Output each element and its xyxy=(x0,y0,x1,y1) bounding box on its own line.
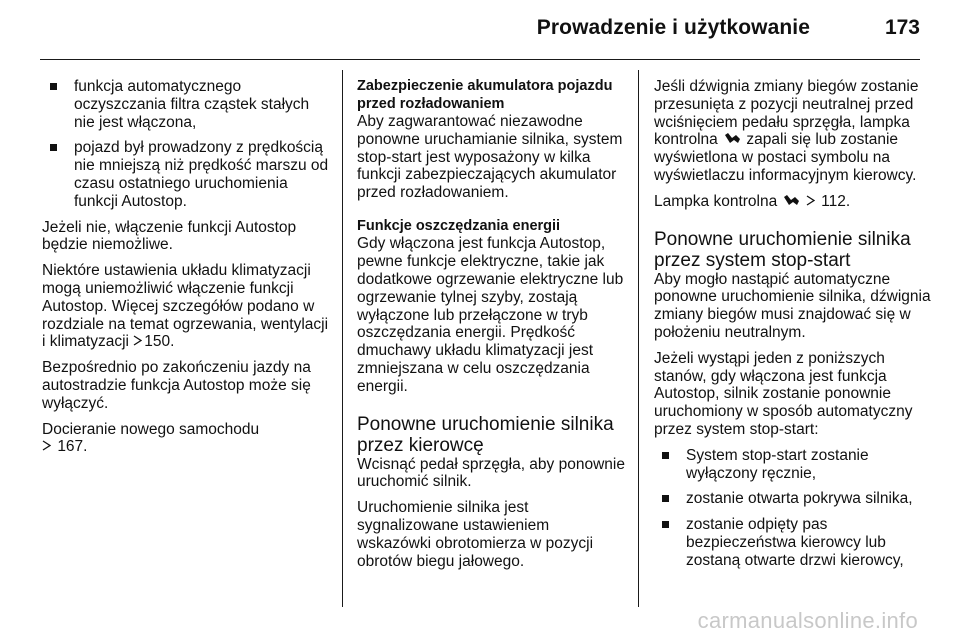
subheading: Funkcje oszczędzania energii xyxy=(357,217,561,234)
section-heading: Ponowne uruchomienie silnika przez kierowcę xyxy=(357,413,614,456)
paragraph xyxy=(654,193,932,211)
section-heading: Ponowne uruchomienie silnika przez system stop-start xyxy=(654,228,911,271)
paragraph xyxy=(42,421,330,457)
page-header xyxy=(40,0,920,60)
column-middle xyxy=(357,78,625,578)
list-item: zostanie otwarta pokrywa silnika, xyxy=(654,490,932,508)
paragraph: Wcisnąć pedał sprzęgła, aby ponownie uruchomić silnik. xyxy=(357,455,625,491)
paragraph: Aby mogło nastąpić automatyczne ponowne uruchomienie silnika, dźwignia zmiany biegów musi znajdować się w położeniu neutralnym. xyxy=(654,270,931,341)
paragraph: Jeżeli nie, włączenie funkcji Autostop będzie niemożliwe. xyxy=(42,218,297,254)
bullet-list xyxy=(42,78,330,211)
column-divider xyxy=(638,70,639,607)
page-reference[interactable]: 167. xyxy=(57,438,88,456)
bullet-list xyxy=(654,447,932,570)
paragraph-text: Lampka kontrolna xyxy=(654,192,778,210)
page-reference[interactable]: 150. xyxy=(144,333,175,351)
column-left xyxy=(42,78,330,464)
page-reference[interactable]: 112. xyxy=(821,192,851,210)
paragraph-text: Docieranie nowego samochodu xyxy=(42,420,260,438)
subheading: Zabezpieczenie akumulatora pojazdu przed rozładowaniem xyxy=(357,78,613,112)
paragraph: Gdy włączona jest funkcja Autostop, pewne funkcje elektryczne, takie jak dodatkowe ogrzewanie elektryczne lub ogrzewanie tylnej szyby, zostają wyłączone lub przełączone w tryb oszczędzania energii. Prędkość dmuchawy układu klimatyzacji jest zmniejszana w celu oszczędzania energii. xyxy=(357,235,624,395)
list-item: zostanie odpięty pas bezpieczeństwa kierowcy lub zostaną otwarte drzwi kierowcy, xyxy=(654,516,932,569)
column-divider xyxy=(342,70,343,607)
paragraph-text: Jeśli dźwignia zmiany biegów zostanie przesunięta z pozycji neutralnej przed wciśnięciem pedału sprzęgła, lampka kontrolna xyxy=(654,78,919,149)
paragraph: Uruchomienie silnika jest sygnalizowane ustawieniem wskazówki obrotomierza w pozycji obrotów biegu jałowego. xyxy=(357,499,594,570)
page-reference-arrow-icon xyxy=(133,333,142,351)
page-reference-arrow-icon xyxy=(42,438,51,456)
list-item: System stop-start zostanie wyłączony ręcznie, xyxy=(654,447,932,483)
column-right xyxy=(654,78,932,578)
paragraph: Aby zagwarantować niezawodne ponowne uruchamianie silnika, system stop-start jest wyposażony w kilka funkcji zabezpieczających akumulator przed rozładowaniem. xyxy=(357,113,623,202)
paragraph-text: zapali się lub zostanie wyświetlona w postaci symbolu na wyświetlaczu informacyjnym kierowcy. xyxy=(654,131,917,184)
page-number: 173 xyxy=(884,16,920,39)
gear-shift-indicator-icon xyxy=(782,193,802,211)
paragraph xyxy=(42,262,330,351)
paragraph-text: Niektóre ustawienia układu klimatyzacji mogą uniemożliwić włączenie funkcji Autostop. Więcej szczegółów podano w rozdziale na temat ogrzewania, wentylacji i klimatyzacji xyxy=(42,262,329,351)
page-title: Prowadzenie i użytkowanie xyxy=(536,16,810,39)
list-item: funkcja automatycznego oczyszczania filtra cząstek stałych nie jest włączona, xyxy=(42,78,330,131)
watermark: carmanualsonline.info xyxy=(697,608,918,633)
paragraph: Bezpośrednio po zakończeniu jazdy na autostradzie funkcja Autostop może się wyłączyć. xyxy=(42,359,311,412)
paragraph: Jeżeli wystąpi jeden z poniższych stanów, gdy włączona jest funkcja Autostop, silnik zostanie ponownie uruchomiony w sposób automatyczny przez system stop-start: xyxy=(654,349,913,438)
paragraph xyxy=(654,78,932,185)
list-item: pojazd był prowadzony z prędkością nie mniejszą niż prędkość marszu od czasu ostatniego uruchomienia funkcji Autostop. xyxy=(42,139,330,210)
gear-shift-indicator-icon xyxy=(722,131,742,149)
page-reference-arrow-icon xyxy=(806,193,815,211)
